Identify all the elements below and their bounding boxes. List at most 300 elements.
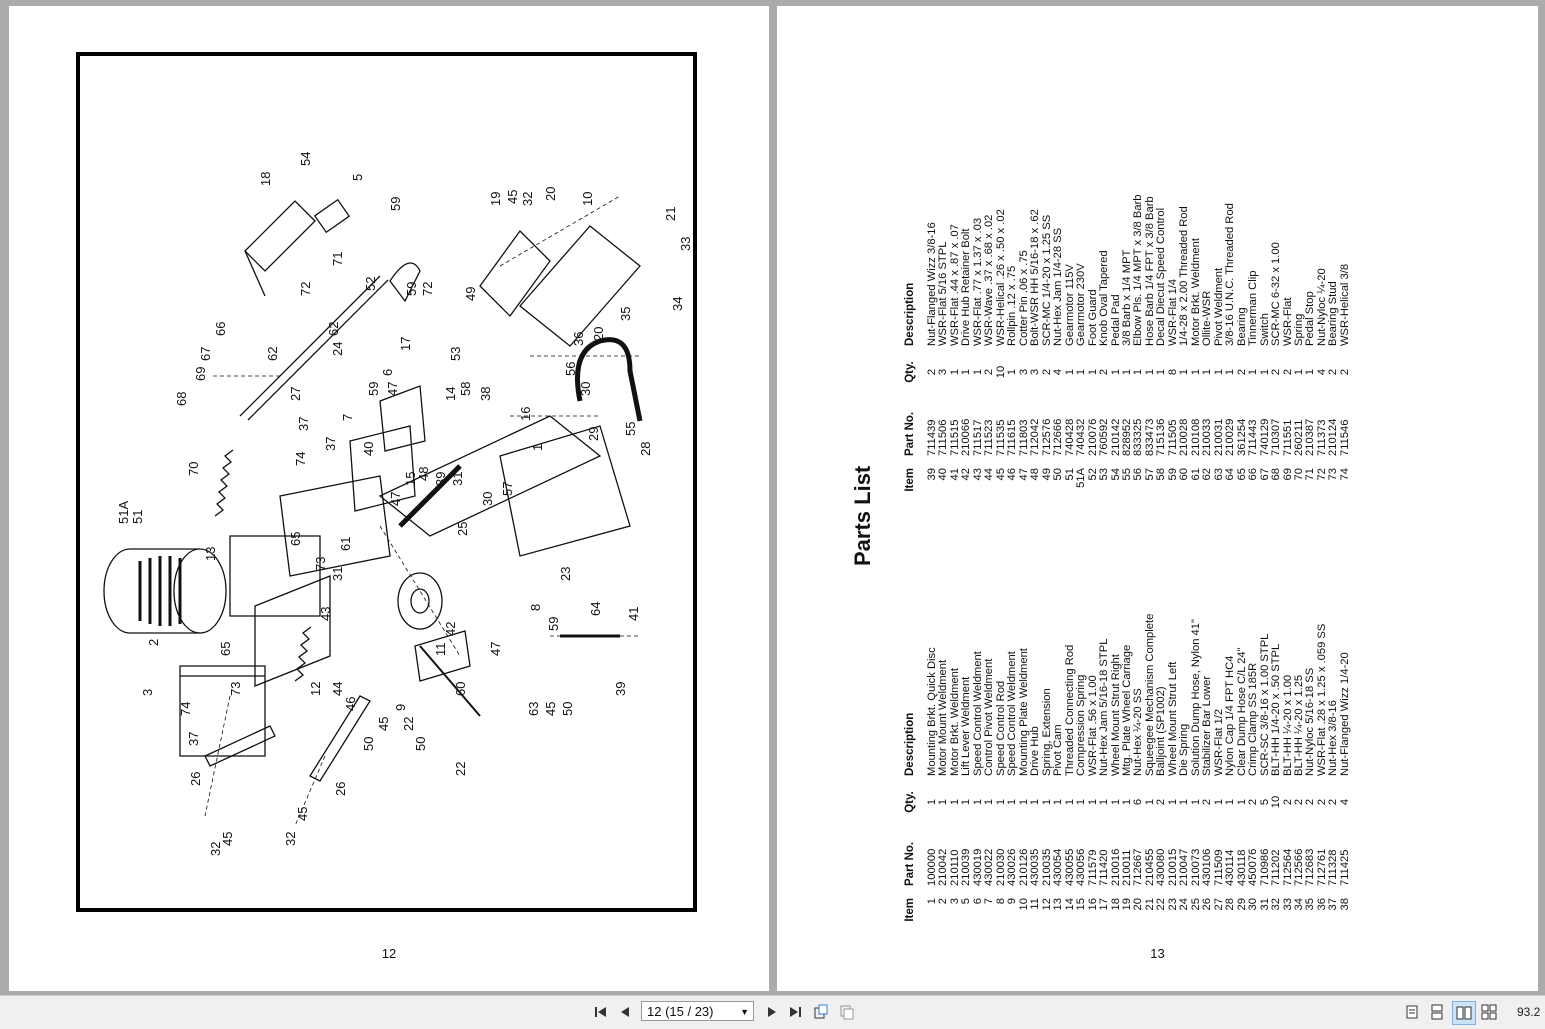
parts-row-qty: 1 (1201, 368, 1214, 376)
callout-1: 1 (530, 443, 545, 451)
parts-row-qty: 2 (983, 368, 996, 376)
facing-view-button[interactable] (1452, 1001, 1476, 1025)
callout-74: 74 (178, 701, 193, 716)
parts-row-qty: 10 (994, 365, 1007, 379)
parts-row-part-no: 711506 (937, 419, 950, 456)
parts-row-item: 44 (983, 468, 996, 481)
parts-row-part-no: 712667 (1132, 848, 1145, 886)
parts-row-description: Cotter Pin .06 x .75 (1017, 250, 1030, 346)
parts-row-description: Solution Dump Hose, Nylon 41" (1189, 619, 1202, 776)
parts-row-qty: 1 (1086, 368, 1099, 376)
parts-row-item: 14 (1063, 898, 1076, 911)
parts-row-qty: 1 (1178, 798, 1191, 806)
parts-row-qty: 1 (1075, 368, 1088, 376)
header-part-no: Part No. (904, 841, 916, 886)
callout-48: 48 (416, 466, 431, 481)
parts-row-qty: 3 (937, 368, 950, 376)
parts-row-description: Motor Mount Weldment (937, 659, 950, 776)
callout-45e: 45 (543, 701, 558, 716)
parts-row-description: Clear Dump Hose C/L 24" (1235, 647, 1248, 776)
parts-row-part-no: 740129 (1258, 418, 1271, 456)
callout-32: 32 (208, 841, 223, 856)
parts-row-item: 52 (1086, 468, 1099, 481)
parts-row-part-no: 210016 (1109, 848, 1122, 886)
callout-12: 12 (308, 681, 323, 696)
parts-row-part-no: 711523 (983, 419, 996, 456)
parts-row-description: 3/8-16 U.N.C. Threaded Rod (1224, 203, 1237, 346)
parts-row-description: Tinnerman Clip (1247, 270, 1260, 346)
callout-6: 6 (380, 368, 395, 376)
parts-row-description: Nut-Hex Jam 1/4-28 SS (1052, 227, 1065, 346)
parts-row-item: 1 (926, 898, 938, 905)
parts-row-description: 1/4-28 x 2.00 Threaded Rod (1178, 206, 1191, 346)
parts-row-part-no: 210031 (1212, 418, 1225, 456)
callout-50b: 50 (413, 736, 428, 751)
parts-row-item: 19 (1120, 898, 1133, 911)
parts-row-part-no: 210011 (1120, 849, 1133, 886)
col-partno-right (905, 406, 1351, 456)
parts-row-part-no: 210039 (960, 848, 973, 886)
parts-row-part-no: 210015 (1166, 848, 1179, 886)
callout-45d: 45 (505, 189, 520, 204)
parts-row-part-no: 210033 (1201, 418, 1214, 456)
parts-row-item: 63 (1212, 468, 1225, 481)
parts-row-qty: 1 (960, 798, 973, 806)
parts-row-part-no: 210035 (1040, 848, 1053, 886)
parts-row-part-no: 450076 (1247, 848, 1260, 886)
parts-row-qty: 2 (926, 368, 938, 376)
header-item: Item (904, 898, 916, 922)
callout-42: 42 (443, 621, 458, 636)
page-number-value: 12 (15 / 23) (647, 1004, 714, 1019)
parts-row-part-no: 210142 (1109, 418, 1122, 456)
parts-row-qty: 1 (1235, 798, 1248, 806)
parts-row-description: Pedal Pad (1109, 294, 1122, 346)
callout-36: 36 (571, 331, 586, 346)
col-item-left (905, 898, 1351, 926)
callout-57: 57 (500, 481, 515, 496)
parts-row-item: 12 (1040, 898, 1053, 911)
parts-row-item: 2 (937, 898, 950, 905)
parts-row-item: 22 (1155, 898, 1168, 911)
callout-40: 40 (361, 441, 376, 456)
callout-43: 43 (318, 606, 333, 621)
parts-row-description: WSR-Wave .37 x .68 x .02 (983, 214, 996, 346)
parts-row-description: Drive Hub Retainer Bolt (960, 228, 973, 346)
parts-row-part-no: 210455 (1143, 848, 1156, 886)
callout-3: 3 (140, 688, 155, 696)
header-qty: Qty. (904, 791, 916, 813)
callout-45: 45 (220, 831, 235, 846)
parts-row-part-no: 210047 (1178, 848, 1191, 886)
parts-row-qty: 1 (1189, 368, 1202, 376)
parts-row-part-no: 833325 (1132, 418, 1145, 456)
parts-row-part-no: 210029 (1224, 418, 1237, 456)
parts-row-description: Pedal Stop (1304, 291, 1317, 346)
callout-39b: 39 (613, 681, 628, 696)
rotate-button[interactable] (812, 1001, 830, 1023)
parts-row-item: 40 (937, 468, 950, 481)
header-qty-2: Qty. (904, 361, 916, 383)
parts-row-part-no: 711439 (926, 419, 938, 456)
parts-row-qty: 1 (1166, 798, 1179, 806)
parts-row-description: Bolt-WSR HH 5/16-18 x .62 (1029, 209, 1042, 346)
callout-62b: 62 (326, 321, 341, 336)
parts-row-description: Drive Hub (1029, 726, 1042, 776)
parts-row-item: 45 (994, 468, 1007, 481)
parts-row-item: 3 (948, 898, 961, 905)
chevron-down-icon[interactable]: ▼ (740, 1007, 749, 1017)
parts-row-item: 61 (1189, 468, 1202, 481)
callout-35: 35 (618, 306, 633, 321)
callout-21: 21 (663, 206, 678, 221)
parts-row-item: 25 (1189, 898, 1202, 911)
col-qty-right (905, 358, 1351, 386)
parts-row-part-no: 833473 (1143, 418, 1156, 456)
parts-row-part-no: 712683 (1304, 848, 1317, 886)
parts-row-part-no: 711425 (1338, 849, 1351, 886)
parts-row-item: 59 (1166, 468, 1179, 481)
parts-row-part-no: 210042 (937, 848, 950, 886)
parts-row-item: 48 (1029, 468, 1042, 481)
parts-row-item: 16 (1086, 898, 1099, 911)
previous-page-icon (620, 1006, 630, 1018)
parts-row-part-no: 711420 (1098, 849, 1111, 886)
callout-38: 38 (478, 386, 493, 401)
page-number-right: 13 (1150, 946, 1165, 961)
parts-row-description: SCR-SC 3/8-16 x 1.00 STPL (1258, 633, 1271, 776)
copy-icon (839, 1004, 855, 1020)
parts-row-qty: 2 (1338, 368, 1351, 376)
callout-28: 28 (638, 441, 653, 456)
parts-row-item: 71 (1304, 468, 1317, 481)
callout-50c: 50 (560, 701, 575, 716)
callout-56: 56 (563, 361, 578, 376)
parts-row-part-no: 210108 (1189, 418, 1202, 456)
callout-72b: 72 (420, 281, 435, 296)
parts-row-item: 18 (1109, 898, 1122, 911)
parts-row-qty: 1 (1143, 798, 1156, 806)
callout-49: 49 (463, 286, 478, 301)
callout-44: 44 (330, 681, 345, 696)
parts-row-qty: 2 (1304, 798, 1317, 806)
facing-pages-icon (1456, 1006, 1472, 1020)
parts-row-qty: 1 (1086, 798, 1099, 806)
parts-row-description: Knob Oval Tapered (1098, 250, 1111, 346)
callout-29: 29 (586, 426, 601, 441)
parts-row-qty: 1 (948, 798, 961, 806)
callout-33: 33 (678, 236, 693, 251)
callout-37: 37 (186, 731, 201, 746)
parts-row-item: 57 (1143, 468, 1156, 481)
callout-72: 72 (298, 281, 313, 296)
callout-73: 73 (228, 681, 243, 696)
parts-row-description: Wheel Mount Strut Right (1109, 654, 1122, 776)
callout-9: 9 (393, 703, 408, 711)
parts-row-part-no: 711202 (1270, 849, 1283, 886)
right-page (777, 6, 1538, 991)
previous-page-button[interactable] (617, 1001, 633, 1023)
first-page-button[interactable] (592, 1001, 610, 1023)
col-qty-left (905, 788, 1351, 816)
parts-row-part-no: 430054 (1052, 848, 1065, 886)
parts-row-qty: 1 (937, 798, 950, 806)
parts-row-description: WSR-Flat .77 x 1.37 x .03 (971, 217, 984, 346)
parts-row-description: Nut-Nyloc ¼-20 (1315, 268, 1328, 346)
parts-row-description: BLT-HH ¼-20 x 1.25 (1293, 674, 1305, 776)
diagram-drawing (80, 56, 693, 908)
parts-row-item: 24 (1178, 898, 1191, 911)
parts-row-qty: 1 (1017, 798, 1030, 806)
parts-row-item: 66 (1247, 468, 1260, 481)
parts-row-description: Ollite-WSR (1201, 290, 1214, 346)
single-page-icon (1406, 1005, 1418, 1019)
parts-row-part-no: 711517 (971, 419, 984, 456)
parts-row-item: 9 (1006, 898, 1019, 905)
callout-62: 62 (265, 346, 280, 361)
copy-pages-button[interactable] (838, 1001, 856, 1023)
parts-row-item: 10 (1017, 898, 1030, 911)
callout-17: 17 (398, 336, 413, 351)
parts-row-part-no: 712666 (1052, 418, 1065, 456)
parts-row-description: BLT-HH 1/4-20 x .50 STPL (1270, 643, 1283, 776)
parts-row-description: WSR-Flat .28 x 1.25 x .059 SS (1315, 623, 1328, 776)
callout-69: 69 (193, 366, 208, 381)
page-number-left: 12 (381, 946, 397, 961)
parts-row-item: 6 (971, 898, 984, 905)
parts-row-qty: 3 (1017, 368, 1030, 376)
parts-row-item: 34 (1293, 898, 1305, 911)
parts-row-description: Motor Brkt. Weldment (948, 668, 961, 776)
callout-66: 66 (213, 321, 228, 336)
parts-row-part-no: 430026 (1006, 848, 1019, 886)
parts-row-item: 28 (1224, 898, 1237, 911)
callout-55: 55 (623, 421, 638, 436)
callout-45c: 45 (376, 716, 391, 731)
parts-row-part-no: 210126 (1017, 848, 1030, 886)
single-page-view-button[interactable] (1403, 1001, 1421, 1023)
parts-row-description: WSR-Flat .44 x .87 x .07 (948, 224, 961, 346)
callout-32b: 32 (283, 831, 298, 846)
parts-row-part-no: 711535 (994, 419, 1007, 456)
parts-row-part-no: 740428 (1063, 418, 1076, 456)
parts-row-qty: 1 (1006, 798, 1019, 806)
parts-row-qty: 2 (1201, 798, 1214, 806)
parts-row-item: 56 (1132, 468, 1145, 481)
parts-row-part-no: 711515 (948, 419, 961, 456)
parts-row-part-no: 430055 (1063, 848, 1076, 886)
parts-row-qty: 2 (1155, 798, 1168, 806)
parts-row-qty: 10 (1270, 795, 1283, 809)
parts-row-description: WSR-Helical 3/8 (1338, 263, 1351, 346)
left-page (9, 6, 769, 991)
callout-54: 54 (298, 151, 313, 166)
callout-64: 64 (588, 601, 603, 616)
parts-row-qty: 1 (1178, 368, 1191, 376)
header-item-2: Item (904, 468, 916, 492)
parts-row-item: 74 (1338, 468, 1351, 481)
parts-row-part-no: 430056 (1075, 848, 1088, 886)
parts-row-part-no: 711505 (1166, 419, 1179, 456)
callout-65b: 65 (288, 531, 303, 546)
parts-row-part-no: 711373 (1315, 419, 1328, 456)
parts-row-part-no: 711551 (1281, 419, 1294, 456)
parts-row-qty: 2 (1315, 798, 1328, 806)
parts-row-description: WSR-Flat .56 x 1.00 (1086, 675, 1099, 776)
parts-row-qty: 1 (1189, 798, 1202, 806)
parts-row-qty: 2 (1235, 368, 1248, 376)
parts-row-qty: 1 (1224, 798, 1237, 806)
callout-10: 10 (580, 191, 595, 206)
callout-70: 70 (186, 461, 201, 476)
parts-row-description: Elbow Pls. 1/4 MPT x 3/8 Barb (1132, 194, 1145, 346)
parts-row-description: Spring, Extension (1040, 688, 1053, 776)
parts-row-part-no: 361254 (1235, 418, 1248, 456)
parts-row-part-no: 210124 (1327, 418, 1340, 456)
parts-row-qty: 1 (1120, 368, 1133, 376)
last-page-icon (788, 1006, 802, 1018)
parts-row-description: Nut-Hex Jam 5/16-18 STPL (1098, 638, 1111, 776)
callout-73b: 73 (313, 556, 328, 571)
callout-60: 60 (453, 681, 468, 696)
parts-row-qty: 1 (1075, 798, 1088, 806)
next-page-button[interactable] (764, 1001, 780, 1023)
parts-row-description: Crimp Clamp SS 185R (1247, 662, 1260, 776)
last-page-button[interactable] (786, 1001, 804, 1023)
callout-5: 5 (350, 173, 365, 181)
rotate-icon (813, 1004, 829, 1020)
parts-row-item: 5 (960, 898, 973, 905)
continuous-facing-view-button[interactable] (1480, 1001, 1498, 1023)
parts-row-item: 21 (1143, 898, 1156, 911)
continuous-view-button[interactable] (1428, 1001, 1446, 1023)
parts-row-description: SCR-MC 6-32 x 1.00 (1270, 242, 1283, 346)
parts-row-part-no: 210028 (1178, 418, 1191, 456)
parts-row-qty: 1 (1132, 368, 1145, 376)
callout-7: 7 (340, 413, 355, 421)
parts-row-qty: 1 (1098, 798, 1111, 806)
parts-row-qty: 4 (1315, 368, 1328, 376)
continuous-facing-icon (1481, 1004, 1497, 1020)
parts-row-qty: 1 (1293, 368, 1305, 376)
callout-24: 24 (330, 341, 345, 356)
callout-14: 14 (443, 386, 458, 401)
parts-row-qty: 2 (1293, 798, 1305, 806)
parts-row-item: 50 (1052, 468, 1065, 481)
parts-row-description: Speed Control Weldment (971, 651, 984, 776)
continuous-page-icon (1431, 1004, 1443, 1020)
parts-row-qty: 1 (1258, 368, 1271, 376)
parts-row-item: 69 (1281, 468, 1294, 481)
parts-row-qty: 2 (1270, 368, 1283, 376)
parts-row-qty: 1 (948, 368, 961, 376)
parts-row-description: Compression Spring (1075, 674, 1088, 776)
parts-row-description: Threaded Connecting Rod (1063, 644, 1076, 776)
parts-row-item: 27 (1212, 898, 1225, 911)
parts-row-qty: 1 (1052, 798, 1065, 806)
parts-row-item: 42 (960, 468, 973, 481)
parts-row-qty: 5 (1258, 798, 1271, 806)
callout-53: 53 (448, 346, 463, 361)
callout-26: 26 (188, 771, 203, 786)
callout-26b: 26 (333, 781, 348, 796)
parts-row-qty: 1 (960, 368, 973, 376)
parts-row-description: Nut-Hex ¼-20 SS (1132, 688, 1145, 776)
parts-row-description: WSR-Flat 1/4 (1166, 278, 1179, 346)
callout-59d: 59 (546, 616, 561, 631)
callout-46: 46 (343, 696, 358, 711)
parts-row-qty: 1 (1143, 368, 1156, 376)
next-page-icon (767, 1006, 777, 1018)
parts-row-item: 53 (1098, 468, 1111, 481)
callout-61: 61 (338, 536, 353, 551)
zoom-level[interactable]: 93.2 (1517, 1005, 1541, 1019)
parts-row-description: Bearing (1235, 307, 1248, 346)
callout-19: 19 (488, 191, 503, 206)
parts-row-part-no: 711803 (1017, 419, 1030, 456)
parts-row-description: Speed Control Weldment (1006, 651, 1019, 776)
parts-row-description: Spring (1293, 313, 1305, 346)
parts-row-description: Hose Barb 1/4 FPT x 3/8 Barb (1143, 196, 1156, 346)
parts-row-description: Gearmotor 115V (1063, 264, 1076, 346)
parts-row-qty: 1 (1120, 798, 1133, 806)
parts-row-part-no: 711579 (1086, 849, 1099, 886)
parts-row-description: Control Pivot Weldment (983, 658, 996, 776)
parts-row-item: 47 (1017, 468, 1030, 481)
parts-row-description: Nut-Nyloc 5/16-18 SS (1304, 667, 1317, 776)
parts-row-item: 39 (926, 468, 938, 481)
callout-47b: 47 (388, 491, 403, 506)
callout-2: 2 (146, 638, 161, 646)
parts-row-part-no: 712566 (1293, 848, 1305, 886)
parts-row-qty: 2 (1040, 368, 1053, 376)
parts-row-item: 20 (1132, 898, 1145, 911)
parts-row-item: 68 (1270, 468, 1283, 481)
parts-row-description: 3/8 Barb x 1/4 MPT (1120, 249, 1133, 346)
parts-row-qty: 2 (1247, 798, 1260, 806)
parts-row-item: 29 (1235, 898, 1248, 911)
parts-row-part-no: 711615 (1006, 419, 1019, 456)
parts-row-part-no: 712042 (1029, 418, 1042, 456)
parts-row-part-no: 210110 (948, 849, 961, 886)
callout-18: 18 (258, 171, 273, 186)
col-desc-left (905, 506, 1351, 776)
parts-row-part-no: 715136 (1155, 418, 1168, 456)
callout-22: 22 (401, 716, 416, 731)
parts-row-part-no: 210066 (960, 418, 973, 456)
header-description: Description (904, 712, 916, 776)
parts-row-part-no: 712576 (1040, 418, 1053, 456)
callout-30: 30 (480, 491, 495, 506)
parts-row-part-no: 711509 (1212, 849, 1225, 886)
parts-row-qty: 1 (1063, 798, 1076, 806)
page-number-field[interactable] (641, 1001, 754, 1021)
callout-30b: 30 (578, 381, 593, 396)
parts-row-part-no: 711328 (1327, 849, 1340, 886)
parts-row-item: 13 (1052, 898, 1065, 911)
parts-row-part-no: 430118 (1235, 849, 1248, 886)
parts-row-item: 41 (948, 468, 961, 481)
parts-row-item: 67 (1258, 468, 1271, 481)
callout-50: 50 (361, 736, 376, 751)
callout-51: 51 (130, 509, 145, 524)
callout-20: 20 (543, 186, 558, 201)
parts-row-item: 31 (1258, 898, 1271, 911)
parts-row-part-no: 430114 (1224, 849, 1237, 886)
parts-row-qty: 1 (1063, 368, 1076, 376)
parts-row-item: 55 (1120, 468, 1133, 481)
parts-row-description: Switch (1258, 313, 1271, 346)
